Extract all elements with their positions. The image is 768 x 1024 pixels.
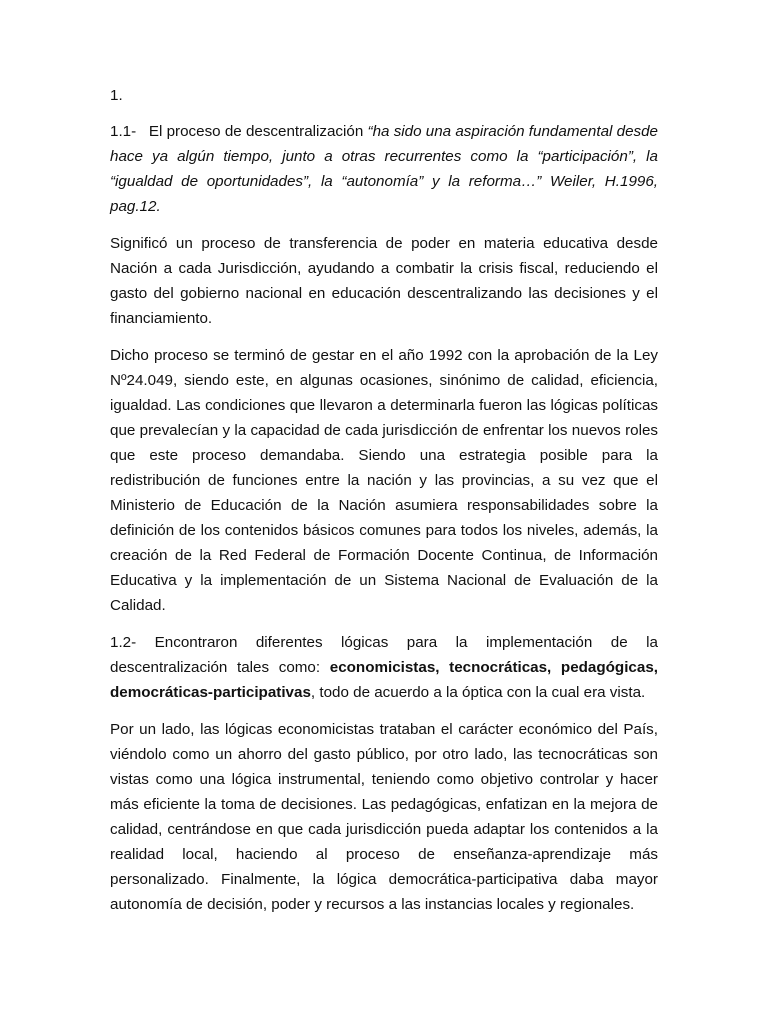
paragraph-1-2-intro: 1.2- Encontraron diferentes lógicas para la implementación de la descentralización tales como: xyxy=(110,634,658,676)
paragraph-1-1 xyxy=(110,119,658,219)
paragraph-1-2 xyxy=(110,630,658,705)
paragraph-ley-24049: Dicho proceso se terminó de gestar en el año 1992 con la aprobación de la Ley Nº24.049, siendo este, en algunas ocasiones, sinónimo de calidad, eficiencia, igualdad. Las condiciones que llevaron a determinarla fueron las lógicas políticas que prevalecían y la capacidad de cada jurisdicción de enfrentar los nuevos roles que este proceso demandaba. Siendo una estrategia posible para la redistribución de funciones entre la nación y las provincias, a su vez que el Ministerio de Educación de la Nación asumiera responsabilidades sobre la definición de los contenidos básicos comunes para todos los niveles, además, la creación de la Red Federal de Formación Docente Continua, de Información Educativa y la implementación de un Sistema Nacional de Evaluación de la Calidad. xyxy=(110,347,658,614)
document-body xyxy=(110,83,658,929)
paragraph-1-1-intro: 1.1- El proceso de descentralización xyxy=(110,123,368,140)
paragraph-transfer-of-power: Significó un proceso de transferencia de poder en materia educativa desde Nación a cada Jurisdicción, ayudando a combatir la crisis fiscal, reduciendo el gasto del gobierno nacional en educación descentralizando las decisiones y el financiamiento. xyxy=(110,235,658,327)
paragraph-1-2-end: , todo de acuerdo a la óptica con la cual era vista. xyxy=(310,684,646,701)
logic-types-bold: economicistas, tecnocráticas, pedagógicas, democráticas-participativas xyxy=(110,659,658,701)
weiler-quote: “ha sido una aspiración fundamental desde hace ya algún tiempo, junto a otras recurrentes como la “participación”, la “igualdad de oportunidades”, la “autonomía” y la reforma…” Weiler, H.1996, pag.12. xyxy=(110,123,659,215)
section-number: 1. xyxy=(110,87,123,104)
paragraph-logics-explained: Por un lado, las lógicas economicistas trataban el carácter económico del País, viéndolo como un ahorro del gasto público, por otro lado, las tecnocráticas son vistas como una lógica instrumental, teniendo como objetivo controlar y hacer más eficiente la toma de decisiones. Las pedagógicas, enfatizan en la mejora de calidad, centrándose en que cada jurisdicción pueda adaptar los contenidos a la realidad local, haciendo al proceso de enseñanza-aprendizaje más personalizado. Finalmente, la lógica democrática-participativa daba mayor autonomía de decisión, poder y recursos a las instancias locales y regionales. xyxy=(110,721,658,913)
